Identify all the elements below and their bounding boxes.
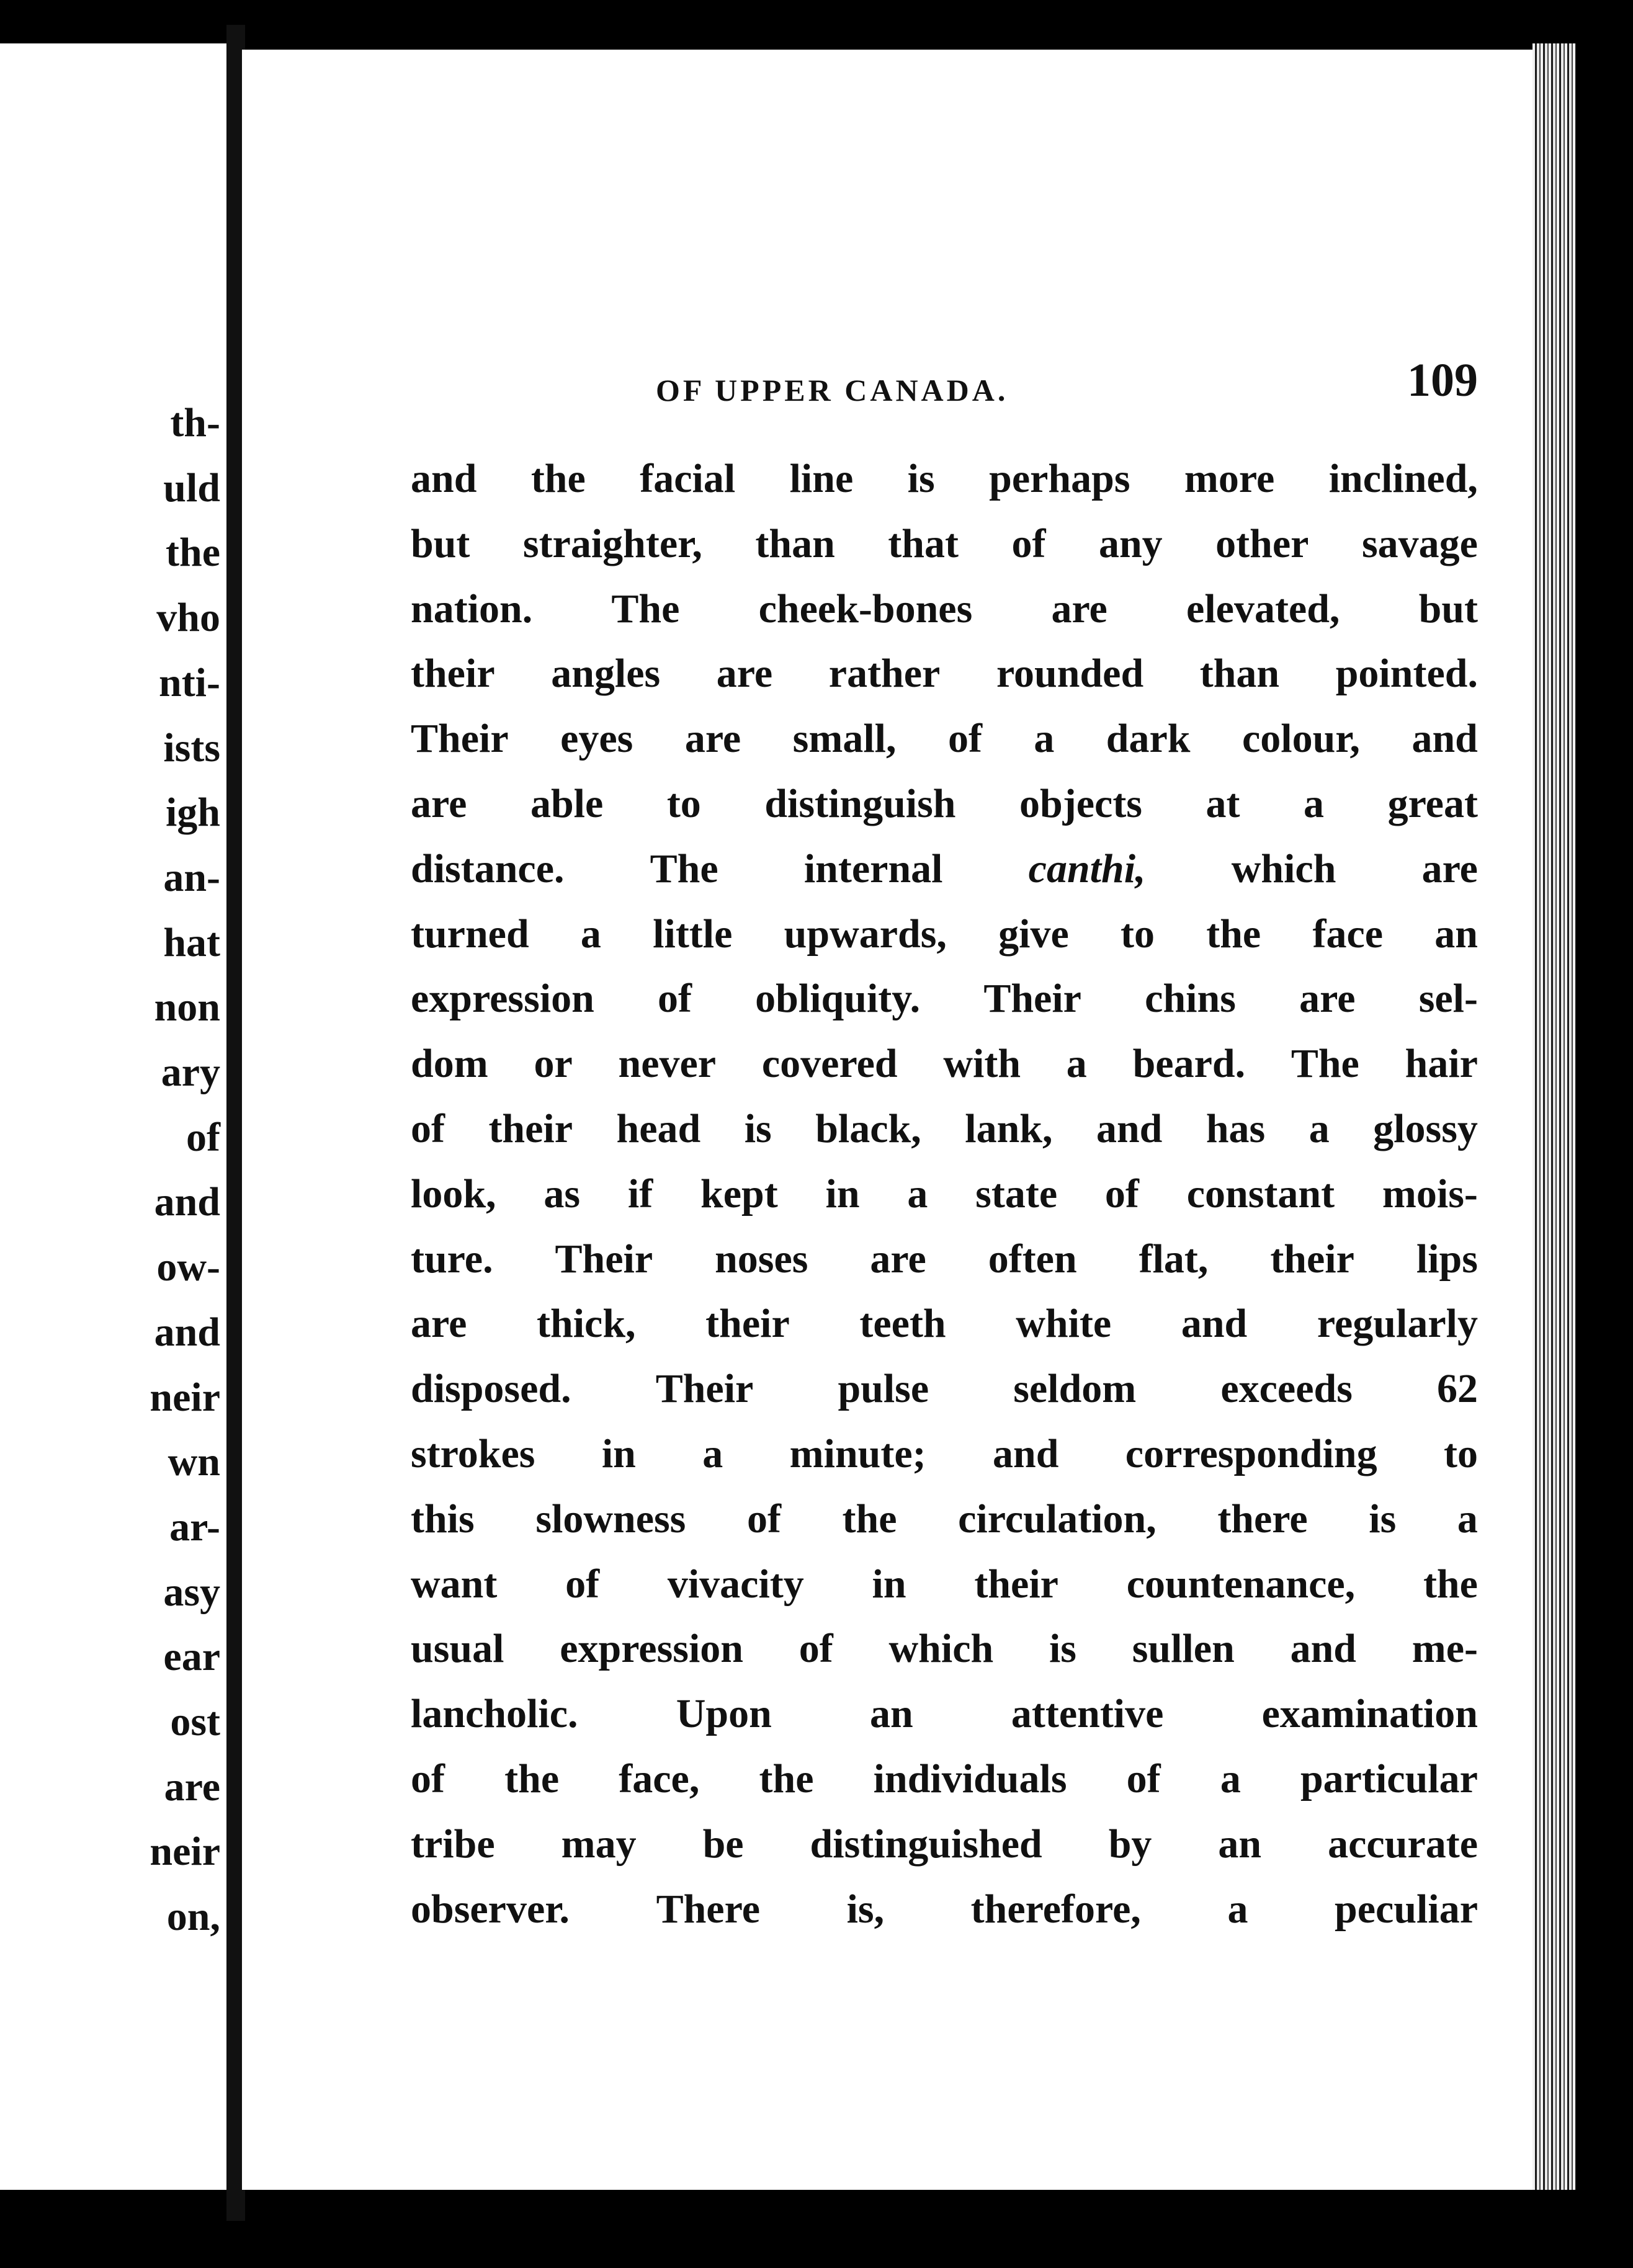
word: look,: [411, 1171, 496, 1217]
text-line: [411, 837, 1478, 902]
word: distinguished: [810, 1821, 1042, 1867]
word: seldom: [1013, 1366, 1137, 1412]
word: and: [1412, 716, 1478, 762]
word: often: [988, 1236, 1077, 1282]
word: flat,: [1139, 1236, 1209, 1282]
word: inclined,: [1328, 456, 1478, 501]
word: at: [1206, 780, 1240, 826]
word: state: [975, 1171, 1058, 1217]
facing-page-fragment: on,: [166, 1894, 220, 1940]
word: in: [872, 1561, 906, 1607]
word: nation.: [411, 586, 533, 632]
word: kept: [700, 1171, 778, 1217]
word: by: [1108, 1821, 1152, 1867]
word: perhaps: [989, 456, 1130, 501]
word: objects: [1019, 780, 1142, 826]
facing-page-fragment: are: [164, 1764, 220, 1810]
word: savage: [1361, 520, 1478, 566]
word: sullen: [1132, 1626, 1235, 1672]
word: circulation,: [958, 1496, 1157, 1542]
word: never: [618, 1041, 717, 1087]
facing-page-fragment: neir: [150, 1374, 220, 1420]
word: a: [1034, 716, 1055, 762]
word: dom: [411, 1041, 488, 1087]
word: to: [1121, 911, 1155, 957]
word: any: [1098, 520, 1163, 566]
word: tribe: [411, 1821, 495, 1867]
facing-page: [0, 43, 226, 2190]
text-line: [411, 1487, 1478, 1552]
word: are: [411, 1301, 467, 1347]
word: strokes: [411, 1431, 535, 1476]
word: the: [530, 456, 586, 501]
word: angles: [551, 651, 661, 697]
word: are: [1421, 846, 1478, 891]
word: in: [825, 1171, 860, 1217]
facing-page-fragment: and: [154, 1179, 220, 1225]
word: which: [1231, 846, 1336, 891]
word: may: [561, 1821, 637, 1867]
word: me-: [1412, 1626, 1478, 1672]
text-line: [411, 1162, 1478, 1227]
facing-page-fragment: asy: [163, 1569, 220, 1615]
word: to: [1444, 1431, 1478, 1476]
word: expression: [411, 976, 594, 1022]
word: are: [716, 651, 773, 697]
word: which: [888, 1626, 994, 1672]
word: pointed.: [1335, 651, 1478, 697]
facing-page-fragment: the: [166, 530, 220, 576]
facing-page-fragment: neir: [150, 1829, 220, 1875]
facing-page-fragment: ary: [161, 1050, 220, 1096]
word: a: [1220, 1756, 1241, 1801]
word: an: [869, 1691, 913, 1737]
word: observer.: [411, 1886, 570, 1932]
text-line: [411, 1357, 1478, 1422]
word: straighter,: [522, 520, 702, 566]
word: a: [702, 1431, 723, 1476]
word: their: [974, 1561, 1058, 1607]
word: black,: [815, 1105, 921, 1151]
word: constant: [1186, 1171, 1335, 1217]
facing-page-fragment: ost: [170, 1699, 220, 1745]
facing-page-fragment: non: [154, 984, 220, 1030]
word: of: [1104, 1171, 1139, 1217]
word: but: [411, 520, 470, 566]
word: is: [1369, 1496, 1397, 1542]
word: small,: [792, 716, 897, 762]
word: that: [888, 520, 959, 566]
word: therefore,: [970, 1886, 1141, 1932]
body-text: [411, 447, 1478, 1942]
word: of: [746, 1496, 781, 1542]
word: facial: [640, 456, 736, 501]
word: slowness: [535, 1496, 686, 1542]
word: individuals: [873, 1756, 1067, 1801]
text-line: [411, 1682, 1478, 1747]
word: an: [1218, 1821, 1262, 1867]
word: beard.: [1132, 1041, 1246, 1087]
facing-page-fragment: ists: [163, 725, 220, 770]
word: as: [544, 1171, 581, 1217]
word: canthi,: [1028, 846, 1146, 891]
word: the: [504, 1756, 560, 1801]
text-line: [411, 1617, 1478, 1682]
word: a: [1457, 1496, 1478, 1542]
page: [242, 50, 1573, 2190]
word: regularly: [1317, 1301, 1478, 1347]
text-line: [411, 1552, 1478, 1617]
word: lank,: [965, 1105, 1053, 1151]
word: eyes: [560, 716, 633, 762]
word: are: [684, 716, 741, 762]
word: than: [1199, 651, 1280, 697]
text-line: [411, 1292, 1478, 1357]
word: a: [1227, 1886, 1248, 1932]
word: to: [666, 780, 701, 826]
running-head: [411, 354, 1478, 422]
word: Upon: [676, 1691, 772, 1737]
text-line: [411, 577, 1478, 642]
word: obliquity.: [755, 976, 921, 1022]
word: if: [627, 1171, 653, 1217]
word: glossy: [1373, 1105, 1478, 1151]
facing-page-fragment: nti-: [159, 659, 220, 705]
word: ture.: [411, 1236, 493, 1282]
word: attentive: [1011, 1691, 1164, 1737]
word: face: [1312, 911, 1384, 957]
word: the: [1206, 911, 1261, 957]
word: and: [1290, 1626, 1356, 1672]
word: hair: [1405, 1041, 1478, 1087]
text-line: [411, 1812, 1478, 1877]
word: are: [870, 1236, 926, 1282]
word: internal: [803, 846, 943, 891]
word: head: [616, 1105, 701, 1151]
word: a: [1066, 1041, 1087, 1087]
word: than: [755, 520, 835, 566]
word: distinguish: [764, 780, 956, 826]
word: of: [799, 1626, 833, 1672]
word: minute;: [789, 1431, 926, 1476]
word: rounded: [996, 651, 1144, 697]
word: other: [1215, 520, 1309, 566]
word: their: [1270, 1236, 1354, 1282]
word: great: [1387, 780, 1478, 826]
word: a: [1309, 1105, 1330, 1151]
text-line: [411, 1422, 1478, 1487]
word: is,: [846, 1886, 885, 1932]
word: exceeds: [1220, 1366, 1353, 1412]
word: examination: [1261, 1691, 1478, 1737]
word: a: [907, 1171, 928, 1217]
word: countenance,: [1126, 1561, 1356, 1607]
word: are: [411, 780, 467, 826]
word: little: [653, 911, 733, 957]
facing-page-text: [0, 391, 220, 1950]
word: and: [1181, 1301, 1248, 1347]
word: cheek-bones: [758, 586, 973, 632]
word: are: [1051, 586, 1107, 632]
text-line: [411, 1877, 1478, 1942]
word: there: [1217, 1496, 1308, 1542]
page-edges: [1532, 43, 1576, 2190]
word: are: [1299, 976, 1356, 1022]
word: with: [943, 1041, 1021, 1087]
word: There: [656, 1886, 760, 1932]
word: of: [658, 976, 692, 1022]
word: elevated,: [1186, 586, 1340, 632]
facing-page-fragment: hat: [163, 919, 220, 965]
word: The: [1291, 1041, 1359, 1087]
word: be: [702, 1821, 744, 1867]
text-line: [411, 1227, 1478, 1292]
word: line: [789, 456, 854, 501]
text-line: [411, 707, 1478, 772]
text-line: [411, 1747, 1478, 1812]
word: corresponding: [1125, 1431, 1377, 1476]
text-line: [411, 1032, 1478, 1097]
word: Their: [555, 1236, 653, 1282]
text-line: [411, 447, 1478, 512]
word: Their: [983, 976, 1081, 1022]
text-line: [411, 967, 1478, 1032]
word: an: [1434, 911, 1478, 957]
word: of: [947, 716, 982, 762]
word: lips: [1416, 1236, 1478, 1282]
word: their: [411, 651, 495, 697]
word: usual: [411, 1626, 504, 1672]
text-line: [411, 512, 1478, 577]
word: 62: [1436, 1366, 1478, 1412]
text-line: [411, 641, 1478, 707]
word: and: [992, 1431, 1059, 1476]
word: mois-: [1382, 1171, 1478, 1217]
word: Their: [411, 716, 509, 762]
facing-page-fragment: igh: [165, 790, 220, 836]
word: of: [411, 1756, 445, 1801]
word: pulse: [838, 1366, 929, 1412]
word: Their: [655, 1366, 754, 1412]
word: particular: [1300, 1756, 1478, 1801]
word: the: [759, 1756, 814, 1801]
text-line: [411, 1097, 1478, 1162]
word: but: [1418, 586, 1478, 632]
facing-page-fragment: uld: [163, 465, 220, 511]
word: a: [1304, 780, 1325, 826]
word: their: [488, 1105, 573, 1151]
facing-page-fragment: and: [154, 1309, 220, 1355]
word: dark: [1106, 716, 1191, 762]
facing-page-fragment: th-: [170, 400, 220, 445]
word: turned: [411, 911, 529, 957]
word: of: [411, 1105, 445, 1151]
word: this: [411, 1496, 475, 1542]
word: noses: [715, 1236, 808, 1282]
facing-page-fragment: an-: [163, 854, 220, 900]
text-line: [411, 902, 1478, 967]
word: vivacity: [667, 1561, 804, 1607]
word: and: [411, 456, 477, 501]
word: in: [601, 1431, 636, 1476]
word: of: [565, 1561, 600, 1607]
facing-page-fragment: wn: [168, 1439, 220, 1485]
word: their: [705, 1301, 790, 1347]
word: rather: [828, 651, 941, 697]
word: expression: [560, 1626, 743, 1672]
word: white: [1016, 1301, 1112, 1347]
word: The: [650, 846, 718, 891]
word: accurate: [1328, 1821, 1478, 1867]
facing-page-fragment: of: [186, 1114, 220, 1160]
word: able: [530, 780, 604, 826]
word: disposed.: [411, 1366, 571, 1412]
text-line: [411, 772, 1478, 837]
page-number: 109: [1407, 354, 1478, 406]
facing-page-fragment: ar-: [169, 1504, 220, 1550]
word: give: [998, 911, 1069, 957]
facing-page-fragment: ow-: [156, 1244, 220, 1290]
word: want: [411, 1561, 498, 1607]
word: has: [1206, 1105, 1266, 1151]
word: lancholic.: [411, 1691, 578, 1737]
word: of: [1126, 1756, 1161, 1801]
word: distance.: [411, 846, 565, 891]
facing-page-fragment: ear: [163, 1634, 220, 1680]
word: peculiar: [1335, 1886, 1478, 1932]
word: the: [842, 1496, 897, 1542]
word: face,: [619, 1756, 700, 1801]
word: the: [1423, 1561, 1478, 1607]
word: is: [1049, 1626, 1076, 1672]
word: a: [580, 911, 601, 957]
word: more: [1184, 456, 1275, 501]
word: or: [534, 1041, 573, 1087]
word: covered: [761, 1041, 898, 1087]
word: colour,: [1242, 716, 1361, 762]
word: chins: [1145, 976, 1236, 1022]
word: is: [907, 456, 935, 501]
word: The: [611, 586, 680, 632]
word: of: [1011, 520, 1046, 566]
running-title: OF UPPER CANADA.: [656, 373, 1009, 408]
word: is: [744, 1105, 772, 1151]
word: and: [1096, 1105, 1163, 1151]
word: thick,: [537, 1301, 636, 1347]
facing-page-fragment: vho: [156, 595, 220, 641]
word: teeth: [859, 1301, 946, 1347]
word: upwards,: [784, 911, 947, 957]
word: sel-: [1418, 976, 1478, 1022]
